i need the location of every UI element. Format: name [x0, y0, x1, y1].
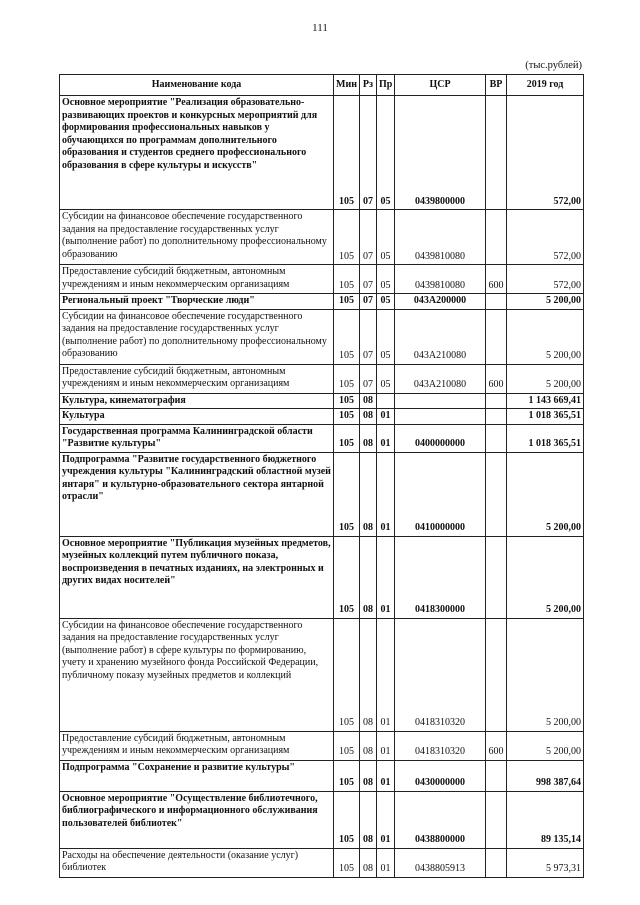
table-cell-vr: 600 — [486, 731, 507, 760]
table-cell-pr: 01 — [377, 731, 395, 760]
table-cell-vr — [486, 791, 507, 848]
table-cell-rz: 08 — [360, 731, 377, 760]
table-cell-rz: 07 — [360, 364, 377, 393]
header-rz: Рз — [360, 75, 377, 96]
table-cell-csr: 043А210080 — [395, 309, 486, 364]
table-cell-min: 105 — [334, 536, 360, 618]
table-cell-min: 105 — [334, 96, 360, 210]
table-cell-name: Государственная программа Калининградской области "Развитие культуры" — [60, 424, 334, 452]
table-cell-amount: 5 973,31 — [507, 848, 584, 877]
table-cell-rz: 08 — [360, 848, 377, 877]
table-cell-rz: 07 — [360, 294, 377, 310]
table-cell-csr: 0438800000 — [395, 791, 486, 848]
table-cell-amount: 1 143 669,41 — [507, 393, 584, 409]
table-cell-name: Предоставление субсидий бюджетным, автономным учреждениям и иным некоммерческим организациям — [60, 731, 334, 760]
table-cell-rz: 08 — [360, 424, 377, 452]
table-cell-pr: 05 — [377, 364, 395, 393]
table-cell-csr: 043А200000 — [395, 294, 486, 310]
table-cell-rz: 08 — [360, 791, 377, 848]
table-cell-amount: 1 018 365,51 — [507, 409, 584, 425]
table-cell-pr: 05 — [377, 294, 395, 310]
table-cell-vr: 600 — [486, 265, 507, 294]
table-cell-csr: 0418310320 — [395, 618, 486, 731]
table-cell-amount: 5 200,00 — [507, 309, 584, 364]
table-cell-amount: 998 387,64 — [507, 760, 584, 791]
table-cell-min: 105 — [334, 294, 360, 310]
table-cell-csr: 0439810080 — [395, 265, 486, 294]
table-cell-name: Основное мероприятие "Осуществление библиотечного, библиографического и информационного обслуживания пользователей библиотек" — [60, 791, 334, 848]
table-cell-vr — [486, 452, 507, 536]
table-cell-vr: 600 — [486, 364, 507, 393]
table-cell-amount: 89 135,14 — [507, 791, 584, 848]
header-vr: ВР — [486, 75, 507, 96]
table-cell-pr — [377, 393, 395, 409]
table-cell-csr: 0438805913 — [395, 848, 486, 877]
table-cell-name: Субсидии на финансовое обеспечение государственного задания на предоставление государственных услуг (выполнение работ) в сфере культуры по формированию, учету и хранению музейного фонда Российской Федерации, публичному показу музейных предметов и коллекций — [60, 618, 334, 731]
table-cell-name: Предоставление субсидий бюджетным, автономным учреждениям и иным некоммерческим организациям — [60, 265, 334, 294]
header-csr: ЦСР — [395, 75, 486, 96]
table-cell-vr — [486, 424, 507, 452]
table-cell-min: 105 — [334, 393, 360, 409]
table-cell-name: Подпрограмма "Развитие государственного бюджетного учреждения культуры "Калининградский областной музей янтаря" и культурно-образовательного сектора янтарной отрасли" — [60, 452, 334, 536]
table-cell-name: Расходы на обеспечение деятельности (оказание услуг) библиотек — [60, 848, 334, 877]
table-cell-min: 105 — [334, 210, 360, 265]
table-cell-rz: 08 — [360, 452, 377, 536]
header-name: Наименование кода — [60, 75, 334, 96]
table-body — [60, 96, 584, 878]
table-row — [60, 618, 584, 731]
table-cell-csr — [395, 393, 486, 409]
table-cell-csr — [395, 409, 486, 425]
table-cell-csr: 0439810080 — [395, 210, 486, 265]
table-cell-name: Субсидии на финансовое обеспечение государственного задания на предоставление государственных услуг (выполнение работ) по дополнительному профессиональному образованию — [60, 210, 334, 265]
table-cell-vr — [486, 96, 507, 210]
table-cell-pr: 01 — [377, 424, 395, 452]
table-cell-amount: 572,00 — [507, 265, 584, 294]
table-cell-min: 105 — [334, 618, 360, 731]
table-cell-vr — [486, 393, 507, 409]
header-amount: 2019 год — [507, 75, 584, 96]
table-cell-min: 105 — [334, 424, 360, 452]
table-cell-min: 105 — [334, 760, 360, 791]
table-row — [60, 791, 584, 848]
table-cell-pr: 05 — [377, 96, 395, 210]
table-cell-name: Основное мероприятие "Публикация музейных предметов, музейных коллекций путем публичного показа, воспроизведения в печатных изданиях, на электронных и других видах носителей" — [60, 536, 334, 618]
table-row — [60, 96, 584, 210]
table-cell-pr: 01 — [377, 409, 395, 425]
table-cell-amount: 5 200,00 — [507, 294, 584, 310]
table-cell-rz: 08 — [360, 393, 377, 409]
table-row — [60, 393, 584, 409]
table-cell-min: 105 — [334, 731, 360, 760]
table-cell-vr — [486, 536, 507, 618]
table-cell-pr: 05 — [377, 309, 395, 364]
table-cell-csr: 0430000000 — [395, 760, 486, 791]
table-row — [60, 424, 584, 452]
table-cell-amount: 572,00 — [507, 96, 584, 210]
table-cell-amount: 5 200,00 — [507, 364, 584, 393]
table-cell-amount: 1 018 365,51 — [507, 424, 584, 452]
table-cell-amount: 5 200,00 — [507, 452, 584, 536]
table-cell-name: Региональный проект "Творческие люди" — [60, 294, 334, 310]
table-cell-min: 105 — [334, 265, 360, 294]
table-cell-vr — [486, 309, 507, 364]
header-pr: Пр — [377, 75, 395, 96]
table-row — [60, 409, 584, 425]
table-row — [60, 452, 584, 536]
table-cell-pr: 01 — [377, 848, 395, 877]
table-cell-csr: 0418310320 — [395, 731, 486, 760]
table-cell-vr — [486, 294, 507, 310]
table-cell-min: 105 — [334, 452, 360, 536]
units-label: (тыс.рублей) — [525, 60, 582, 71]
table-cell-csr: 0418300000 — [395, 536, 486, 618]
table-row — [60, 309, 584, 364]
table-cell-name: Предоставление субсидий бюджетным, автономным учреждениям и иным некоммерческим организациям — [60, 364, 334, 393]
table-cell-pr: 01 — [377, 618, 395, 731]
table-cell-csr: 043А210080 — [395, 364, 486, 393]
table-cell-name: Культура, кинематография — [60, 393, 334, 409]
table-row — [60, 731, 584, 760]
table-cell-min: 105 — [334, 409, 360, 425]
table-cell-vr — [486, 760, 507, 791]
table-cell-rz: 08 — [360, 409, 377, 425]
table-header-row — [60, 75, 584, 96]
table-cell-csr: 0410000000 — [395, 452, 486, 536]
table-cell-rz: 07 — [360, 210, 377, 265]
table-cell-vr — [486, 210, 507, 265]
table-row — [60, 210, 584, 265]
table-cell-min: 105 — [334, 791, 360, 848]
table-cell-rz: 07 — [360, 96, 377, 210]
header-min: Мин — [334, 75, 360, 96]
table-cell-pr: 01 — [377, 760, 395, 791]
table-cell-name: Культура — [60, 409, 334, 425]
table-cell-pr: 05 — [377, 265, 395, 294]
table-row — [60, 536, 584, 618]
table-cell-pr: 01 — [377, 452, 395, 536]
table-cell-min: 105 — [334, 309, 360, 364]
table-cell-rz: 07 — [360, 265, 377, 294]
table-cell-min: 105 — [334, 848, 360, 877]
table-cell-name: Подпрограмма "Сохранение и развитие культуры" — [60, 760, 334, 791]
table-row — [60, 760, 584, 791]
table-cell-amount: 5 200,00 — [507, 731, 584, 760]
table-cell-rz: 08 — [360, 618, 377, 731]
table-cell-vr — [486, 848, 507, 877]
table-row — [60, 265, 584, 294]
page-number: 111 — [312, 22, 328, 34]
table-cell-name: Субсидии на финансовое обеспечение государственного задания на предоставление государственных услуг (выполнение работ) по дополнительному профессиональному образованию — [60, 309, 334, 364]
table-cell-rz: 07 — [360, 309, 377, 364]
table-row — [60, 294, 584, 310]
table-row — [60, 848, 584, 877]
table-cell-vr — [486, 409, 507, 425]
table-cell-pr: 01 — [377, 536, 395, 618]
budget-table — [59, 74, 584, 878]
table-cell-rz: 08 — [360, 536, 377, 618]
table-cell-vr — [486, 618, 507, 731]
table-cell-csr: 0400000000 — [395, 424, 486, 452]
table-cell-pr: 01 — [377, 791, 395, 848]
table-cell-min: 105 — [334, 364, 360, 393]
table-cell-csr: 0439800000 — [395, 96, 486, 210]
table-row — [60, 364, 584, 393]
table-cell-rz: 08 — [360, 760, 377, 791]
table-cell-amount: 572,00 — [507, 210, 584, 265]
table-cell-pr: 05 — [377, 210, 395, 265]
table-cell-name: Основное мероприятие "Реализация образовательно-развивающих проектов и конкурсных мероприятий для формирования профессиональных навыков у обучающихся по программам дополнительного образования и студентов среднего профессионального образования в сфере культуры и искусств" — [60, 96, 334, 210]
table-cell-amount: 5 200,00 — [507, 618, 584, 731]
table-cell-amount: 5 200,00 — [507, 536, 584, 618]
